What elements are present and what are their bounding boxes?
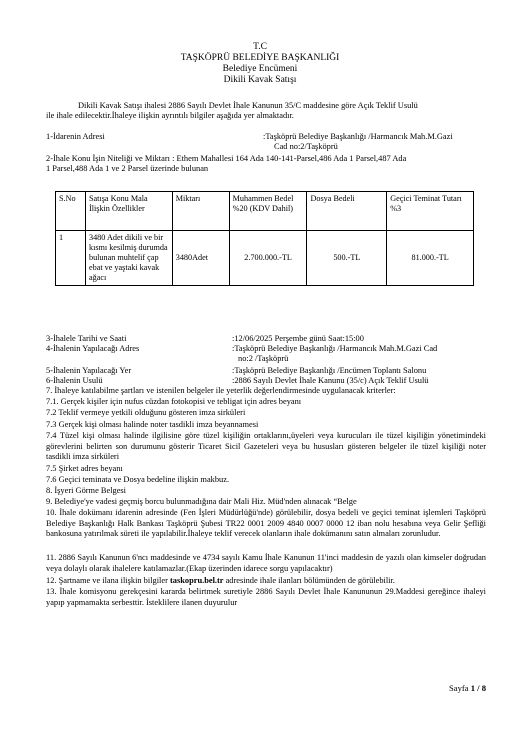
condition-12-text: 12. Şartname ve ilana ilişkin bilgiler [46, 576, 170, 585]
date-value: :12/06/2025 Perşembe günü Saat:15:00 [232, 334, 364, 343]
item-line-1: 2-İhale Konu İşin Niteliği ve Miktarı : Ethem Mahallesi 164 Ada 140-141-Parsel,486 Ada 1 Parsel,487 Ada [46, 154, 407, 163]
admin-address-label: 1-İdarenin Adresi [46, 132, 105, 141]
table-row [56, 231, 474, 286]
page-number [449, 683, 486, 693]
condition-12 [46, 576, 395, 587]
cell-quantity: 3480Adet [172, 231, 229, 286]
col-header-file-fee: Dosya Bedeli [307, 192, 387, 231]
intro-line-2: ile ihale edilecektir.İhaleye ilişkin ayrıntılı bilgiler aşağıda yer almaktadır. [46, 111, 294, 120]
condition-9: 9. Belediye'ye vadesi geçmiş borcu bulunmadığına dair Mali Hiz. Müd'nden alınacak “Belge [46, 497, 357, 506]
cell-no: 1 [56, 231, 86, 286]
intro-line-1: Dikili Kavak Satışı ihalesi 2886 Sayılı Devlet İhale Kanunun 35/C maddesine göre Açık Teklif Usulü [78, 101, 418, 110]
cell-description: 3480 Adet dikili ve bir kısmı kesilmiş durumda bulunan muhtelif çap ebat ve yaştaki kavak ağacı [85, 231, 172, 286]
venue-place-value: :Taşköprü Belediye Başkanlığı /Encümen Toplantı Salonu [232, 366, 427, 375]
method-value: :2886 Sayılı Devlet İhale Kanunu (35/c) Açık Teklif Usulü [232, 376, 429, 385]
col-header-quantity: Miktarı [172, 192, 229, 231]
col-header-no: S.No [56, 192, 86, 231]
header-tc: T.C [253, 42, 267, 52]
item-line-2: 1 Parsel,488 Ada 1 ve 2 Parsel üzerinde bulunan [46, 164, 209, 173]
condition-12-tail: adresinde ihale ilanları bölümünden de görülebilir. [223, 576, 395, 585]
condition-7-4: 7.4 Tüzel kişi olması halinde ilgilisine göre tüzel kişiliğin ortaklarını,üyeleri veya kurucuları ile tüzel kişiliğin yönetimindeki görevlerini belirten son durumunu gösterir Ticaret Sicil Gazeteleri veya bu hususları gösteren belgeler ile tüzel kişiliği noter tasdikli imza sirküleri [46, 431, 486, 461]
venue-address-value-2: no:2 /Taşköprü [238, 354, 289, 363]
col-header-features: Satışa Konu Mala İlişkin Özellikler [85, 192, 172, 231]
cell-file-fee: 500.-TL [307, 231, 387, 286]
col-header-guarantee: Geçici Teminat Tutarı %3 [387, 192, 474, 231]
cell-price: 2.700.000.-TL [229, 231, 307, 286]
admin-address-value-1: :Taşköprü Belediye Başkanlığı /Harmancık Mah.M.Gazi [263, 132, 453, 141]
condition-7: 7. İhaleye katılabilme şartları ve istenilen belgeler ile yeterlik değerlendirmesinde uygulanacak kriterler: [46, 386, 396, 395]
page-count: 1 / 8 [470, 683, 486, 693]
website-link[interactable]: taskopru.bel.tr [169, 576, 224, 585]
date-label: 3-İhalele Tarihi ve Saati [46, 334, 127, 343]
condition-10: 10. İhale dokümanı idarenin adresinde (Fen İşleri Müdürlüğü'nde) görülebilir, dosya bedeli ve geçici teminat işlemleri Taşköprü Belediye Başkanlığı Halk Bankası Taşköprü Şubesi TR22 0001 2009 4840 0007 0000 12 iban nolu hesabına veya Gelir Şefliği bankosuna yatırılmak süreti ile yapılabilir.İhaleye teklif verecek olanların ihale dokümanını satın almaları zorunludur. [46, 508, 486, 538]
venue-place-label: 5-İhalenin Yapılacağı Yer [46, 366, 132, 375]
venue-address-value-1: :Taşköprü Belediye Başkanlığı /Harmancık Mah.M.Gazi Cad [232, 344, 438, 353]
condition-7-1: 7.1. Gerçek kişiler için nufus cüzdan fotokopisi ve tebligat için adres beyanı [46, 397, 302, 406]
header-subject: Dikili Kavak Satışı [223, 75, 297, 85]
table-header-row [56, 192, 474, 231]
condition-7-6: 7.6 Geçici teminata ve Dosya bedeline ilişkin makbuz. [46, 475, 230, 484]
condition-11: 11. 2886 Sayılı Kanunun 6'ncı maddesinde ve 4734 sayılı Kamu İhale Kanunun 11'inci maddesin de yazılı olan kimseler doğrudan veya dolaylı olarak ihalelere katılamazlar.(Ekap üzerinden idarece sorgu yapılacaktır) [46, 553, 486, 573]
admin-address-value-2: Cad no:2/Taşköprü [274, 142, 338, 151]
condition-7-5: 7.5 Şirket adres beyanı [46, 464, 123, 473]
venue-address-label: 4-İhalenin Yapılacağı Adres [46, 344, 140, 353]
lot-table [55, 191, 474, 286]
condition-7-3: 7.3 Gerçek kişi olması halinde noter tasdikli imza beyannamesi [46, 420, 259, 429]
header-institution: TAŞKÖPRÜ BELEDİYE BAŞKANLIĞI [180, 53, 340, 63]
condition-7-2: 7.2 Teklif vermeye yetkili olduğunu gösteren imza sirküleri [46, 408, 246, 417]
cell-guarantee: 81.000.-TL [387, 231, 474, 286]
page-label: Sayfa [449, 683, 471, 693]
condition-8: 8. İşyeri Görme Belgesi [46, 486, 127, 495]
col-header-estimated-price: Muhammen Bedel %20 (KDV Dahil) [229, 192, 307, 231]
method-label: 6-İhalenin Usulü [46, 376, 103, 385]
header-council: Belediye Encümeni [222, 64, 298, 74]
condition-13: 13. İhale komisyonu gerekçesini kararda belirtmek suretiyle 2886 Sayılı Devlet İhale Kanununun 29.Maddesi gereğince ihaleyi yapıp yapmamakta serbesttir. İsteklilere ilanen duyurulur [46, 587, 486, 607]
